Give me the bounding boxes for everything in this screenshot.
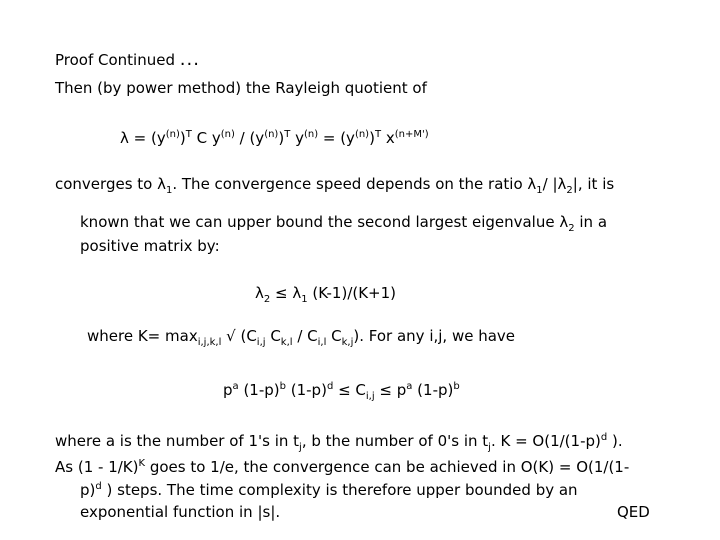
intro-line: Then (by power method) the Rayleigh quotient of: [55, 79, 427, 97]
heading-dots: ...: [179, 49, 200, 70]
convergence-line: converges to $\lambda_1$. The convergence speed depends on the ratio $\lambda_1/$ $|\lambda_2|$, it is: [55, 175, 615, 196]
positive-matrix-line: positive matrix by:: [80, 237, 220, 255]
cij-bounds-formula: $p^a$ $(1-p)^b$ $(1-p)^d \le C_{i,j} \le p^a$ $(1-p)^b$: [223, 381, 460, 402]
heading: Proof Continued ...: [55, 49, 200, 70]
eigenvalue-bound-formula: $\lambda_2 \le \lambda_1$ (K-1)/(K+1): [255, 284, 397, 305]
eigenvalue-bound-line: known that we can upper bound the second largest eigenvalue $\lambda_2$ in a: [80, 213, 608, 234]
ab-definition-line: where a is the number of 1's in $t_j$, b the number of 0's in $t_j$. $K = O(1/(1-p)^d$ ).: [55, 432, 623, 453]
steps-line: p)$^d$ ) steps. The time complexity is therefore upper bounded by an: [80, 481, 578, 499]
qed-label: QED: [617, 503, 650, 521]
complexity-line: exponential function in |s|.: [80, 503, 281, 521]
rayleigh-quotient-formula: $\lambda = (y^{(n)})^T$ C $y^{(n)} / (y^{(n)})^T$ $y^{(n)} = (y^{(n)})^T$ $x^{(n+M')}$: [120, 129, 429, 147]
convergence-rate-line: As (1 - 1/K)$^K$ goes to 1/e, the convergence can be achieved in O(K) = O(1/(1-: [55, 458, 630, 476]
k-definition-line: where $K= \max_{i,j,k,l}$ √ ($C_{i,j}$ $C_{k,l} / C_{i,l}$ $C_{k,j}$). For any i,j, we have: [87, 327, 516, 348]
